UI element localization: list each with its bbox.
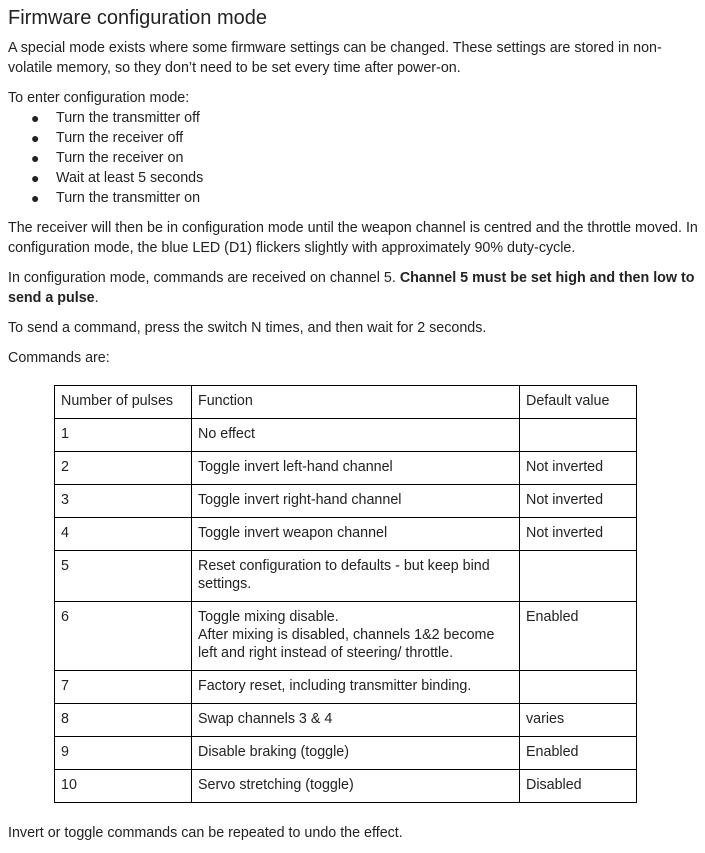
function-text: Toggle invert right-hand channel: [198, 492, 402, 508]
cell-default: Disabled: [520, 770, 637, 803]
header-pulses: Number of pulses: [55, 386, 192, 419]
cell-pulses: 6: [55, 602, 192, 671]
header-default: Default value: [520, 386, 637, 419]
send-command-paragraph: To send a command, press the switch N times, and then wait for 2 seconds.: [8, 320, 487, 336]
table-row: [55, 485, 637, 518]
cell-default: varies: [520, 704, 637, 737]
commands-label: Commands are:: [8, 350, 110, 366]
cell-function: [192, 452, 520, 485]
cell-function: [192, 770, 520, 803]
function-text: No effect: [198, 426, 255, 442]
steps-list: [8, 108, 703, 208]
intro-paragraph: A special mode exists where some firmware settings can be changed. These settings are stored in non-volatile memory, so they don’t need to be set every time after power-on.: [8, 40, 662, 76]
cell-pulses: 2: [55, 452, 192, 485]
config-mode-paragraph: [8, 218, 703, 258]
cell-function: [192, 485, 520, 518]
commands-table: [54, 385, 637, 803]
table-row: [55, 704, 637, 737]
step-text: Turn the receiver on: [56, 150, 184, 166]
table-row: [55, 419, 637, 452]
list-item: [8, 168, 703, 188]
cell-pulses: 3: [55, 485, 192, 518]
function-text: Servo stretching (toggle): [198, 777, 354, 793]
cell-default: Not inverted: [520, 452, 637, 485]
table-row: [55, 602, 637, 671]
cell-function: [192, 602, 520, 671]
function-text: Swap channels 3 & 4: [198, 711, 333, 727]
list-item: [8, 148, 703, 168]
bullet-icon: ●: [31, 150, 40, 166]
cell-function: [192, 704, 520, 737]
channel-note-bold: Channel 5 must be set high and then low to send a pulse: [8, 270, 695, 306]
page-title: Firmware configuration mode: [8, 7, 267, 29]
cell-pulses: 9: [55, 737, 192, 770]
config-line-2: In configuration mode, the blue LED (D1) flickers slightly with approximately 90% duty-cycle.: [8, 220, 698, 256]
function-text: Reset configuration to defaults - but keep bind settings.: [198, 558, 490, 592]
table-row: [55, 671, 637, 704]
cell-function: [192, 737, 520, 770]
channel-note-paragraph: [8, 268, 703, 308]
function-text: Factory reset, including transmitter binding.: [198, 678, 472, 694]
function-text: After mixing is disabled, channels 1&2 become left and right instead of steering/ throttle.: [198, 627, 495, 661]
table-row: [55, 452, 637, 485]
steps-intro: To enter configuration mode:: [8, 90, 190, 106]
cell-default: Enabled: [520, 602, 637, 671]
function-text: Toggle mixing disable.: [198, 609, 339, 625]
cell-pulses: 8: [55, 704, 192, 737]
bullet-icon: ●: [31, 110, 40, 126]
cell-function: [192, 671, 520, 704]
cell-default: [520, 671, 637, 704]
cell-default: [520, 419, 637, 452]
function-text: Toggle invert weapon channel: [198, 525, 388, 541]
header-function: Function: [192, 386, 520, 419]
bullet-icon: ●: [31, 170, 40, 186]
table-row: [55, 770, 637, 803]
cell-pulses: 7: [55, 671, 192, 704]
bullet-icon: ●: [31, 130, 40, 146]
config-line-1: The receiver will then be in configuration mode until the weapon channel is centred and the throttle moved.: [8, 220, 682, 236]
cell-default: Not inverted: [520, 485, 637, 518]
step-text: Turn the receiver off: [56, 130, 184, 146]
footer-note: Invert or toggle commands can be repeated to undo the effect.: [8, 825, 403, 841]
cell-default: Not inverted: [520, 518, 637, 551]
channel-note-text: In configuration mode, commands are received on channel 5.: [8, 270, 400, 286]
cell-pulses: 10: [55, 770, 192, 803]
cell-default: Enabled: [520, 737, 637, 770]
step-text: Turn the transmitter on: [56, 190, 201, 206]
cell-default: [520, 551, 637, 602]
table-row: [55, 518, 637, 551]
table-row: [55, 737, 637, 770]
bullet-icon: ●: [31, 190, 40, 206]
cell-pulses: 5: [55, 551, 192, 602]
list-item: [8, 188, 703, 208]
list-item: [8, 128, 703, 148]
function-text: Toggle invert left-hand channel: [198, 459, 393, 475]
table-header-row: [55, 386, 637, 419]
step-text: Turn the transmitter off: [56, 110, 200, 126]
channel-note-end: .: [94, 290, 99, 306]
function-text: Disable braking (toggle): [198, 744, 349, 760]
list-item: [8, 108, 703, 128]
cell-function: [192, 551, 520, 602]
document: [8, 0, 703, 853]
cell-pulses: 4: [55, 518, 192, 551]
step-text: Wait at least 5 seconds: [56, 170, 204, 186]
cell-function: [192, 518, 520, 551]
table-row: [55, 551, 637, 602]
cell-function: [192, 419, 520, 452]
cell-pulses: 1: [55, 419, 192, 452]
